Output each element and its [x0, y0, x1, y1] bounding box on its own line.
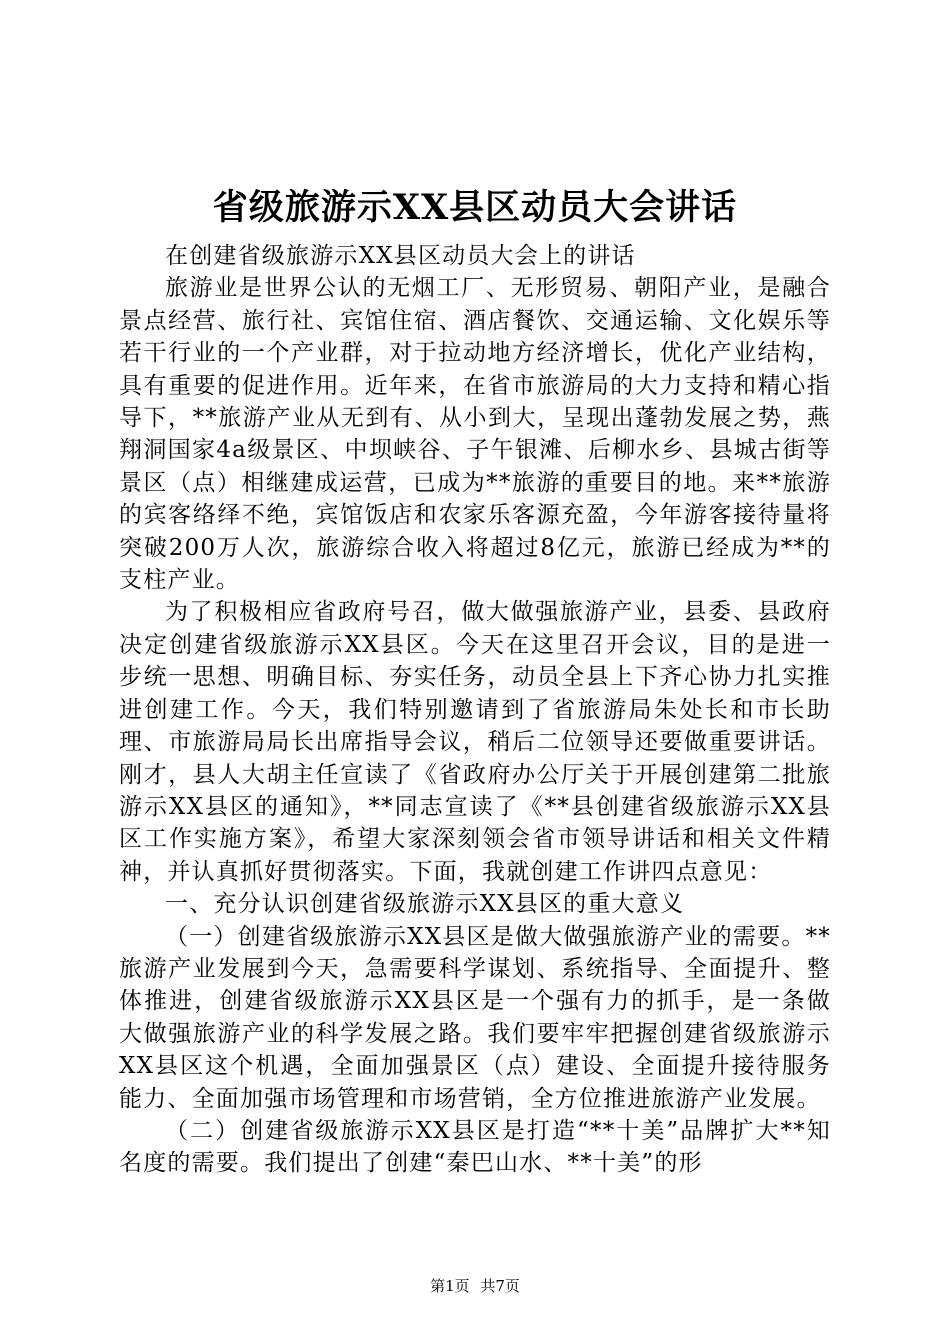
document-body	[119, 240, 831, 1180]
page-number: 第1页	[430, 1277, 470, 1295]
paragraph-subtitle: 在创建省级旅游示XX县区动员大会上的讲话	[165, 243, 636, 269]
page-total: 共7页	[480, 1277, 520, 1295]
paragraph-point-1: （一）创建省级旅游示XX县区是做大做强旅游产业的需要。**旅游产业发展到今天，急需要科学谋划、系统指导、全面提升、整体推进，创建省级旅游示XX县区是一个强有力的抓手，是一条做大做强旅游产业的科学发展之路。我们要牢牢把握创建省级旅游示XX县区这个机遇，全面加强景区（点）建设、全面提升接待服务能力、全面加强市场管理和市场营销，全方位推进旅游产业发展。	[119, 923, 831, 1112]
section-heading-1: 一、充分认识创建省级旅游示XX县区的重大意义	[165, 891, 685, 918]
document-title: 省级旅游示XX县区动员大会讲话	[212, 187, 738, 228]
paragraph-purpose: 为了积极相应省政府号召，做大做强旅游产业，县委、县政府决定创建省级旅游示XX县区。今天在这里召开会议，目的是进一步统一思想、明确目标、夯实任务，动员全县上下齐心协力扎实推进创建工作。今天，我们特别邀请到了省旅游局朱处长和市长助理、市旅游局局长出席指导会议，稍后二位领导还要做重要讲话。刚才，县人大胡主任宣读了《省政府办公厅关于开展创建第二批旅游示XX县区的通知》，**同志宣读了《**县创建省级旅游示XX县区工作实施方案》，希望大家深刻领会省市领导讲话和相关文件精神，并认真抓好贯彻落实。下面，我就创建工作讲四点意见：	[119, 599, 831, 885]
page-footer	[0, 1276, 950, 1296]
paragraph-intro: 旅游业是世界公认的无烟工厂、无形贸易、朝阳产业，是融合景点经营、旅行社、宾馆住宿、酒店餐饮、交通运输、文化娱乐等若干行业的一个产业群，对于拉动地方经济增长，优化产业结构，具有重要的促进作用。近年来，在省市旅游局的大力支持和精心指导下，**旅游产业从无到有、从小到大，呈现出蓬勃发展之势，燕翔洞国家4a级景区、中坝峡谷、子午银滩、后柳水乡、县城古街等景区（点）相继建成运营，已成为**旅游的重要目的地。来**旅游的宾客络绎不绝，宾馆饭店和农家乐客源充盈，今年游客接待量将突破200万人次，旅游综合收入将超过8亿元，旅游已经成为**的支柱产业。	[119, 275, 831, 594]
paragraph-point-2: （二）创建省级旅游示XX县区是打造“**十美”品牌扩大**知名度的需要。我们提出了创建“秦巴山水、**十美”的形	[119, 1117, 831, 1177]
